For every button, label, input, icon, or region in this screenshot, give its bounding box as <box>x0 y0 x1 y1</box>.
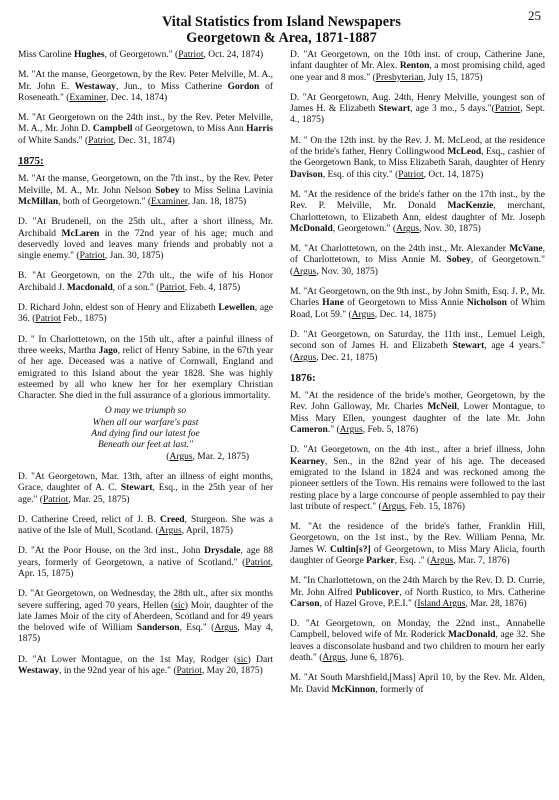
title-line-1: Vital Statistics from Island Newspapers <box>162 14 401 30</box>
entry: D. "At the Poor House, on the 3rd inst., John Drysdale, age 88 years, formerly of Georgetown, a native of Scotland." (Patriot, Apr. 15, 1875) <box>18 546 273 579</box>
entry: D. "At Georgetown, on Wednesday, the 28th ult., after six months severe suffering, aged 70 years, Hellen (sic) Moir, daughter of the late James Moir of the city of Aberdeen, Scotland and for 49 years the beloved wife of William Sanderson, Esq." (Argus, May 4, 1875) <box>18 589 273 645</box>
entry: M. "At the manse, Georgetown, on the 7th inst., by the Rev. Peter Melville, M. A., Mr. John Nelson Sobey to Miss Selina Lavinia McMillan, both of Georgetown." (Examiner, Jan. 18, 1875) <box>18 174 273 207</box>
entry: M. "In Charlottetown, on the 24th March by the Rev. D. D. Currie, Mr. John Alfred Publicover, of North Rustico, to Mrs. Catherine Carson, of Hazel Grove, P.E.I." (Island Argus, Mar. 28, 1876) <box>290 576 545 609</box>
year-heading: 1875: <box>18 155 44 168</box>
entry: D. Catherine Creed, relict of J. B. Creed, Sturgeon. She was a native of the Isle of Mull, Scotland. (Argus, April, 1875) <box>18 514 273 537</box>
poem-line: O may we triumph so <box>104 406 187 417</box>
poem-line: Beneath our feet at last." <box>97 440 193 451</box>
right-column <box>290 50 545 705</box>
entry: M. "At Georgetown, on the 9th inst., by John Smith, Esq. J. P., Mr. Charles Hane of Georgetown to Miss Annie Nicholson of Whim Road, Lot 59." (Argus, Dec. 14, 1875) <box>290 287 545 320</box>
poem-line: And dying find our latest foe <box>91 429 200 440</box>
entry: D. "At Georgetown, on the 10th inst. of croup, Catherine Jane, infant daughter of Mr. Alex. Renton, a most promising child, aged one year and 8 mos." (Presbyterian, July 15, 1875) <box>290 50 545 83</box>
entry: M. " On the 12th inst. by the Rev. J. M. McLeod, at the residence of the bride's father, Henry Collingwood McLeod, Esq., cashier of the Georgetown Bank, to Miss Elizabeth Sarah, daughter of Henry Davison, Esq. of this city." (Patriot, Oct. 14, 1875) <box>290 135 545 180</box>
entry: M. "At the manse, Georgetown, by the Rev. Peter Melville, M. A., Mr. John E. Westaway, Jun., to Miss Catherine Gordon of Roseneath." (Examiner, Dec. 14, 1874) <box>18 70 273 103</box>
entry: M. "At the residence of the bride's father, Franklin Hill, Georgetown, on the 1st inst., by the Rev. William Penna, Mr. James W. Cultin[s?] of Georgetown, to Miss Mary Alicia, fourth daughter of George Parker, Esq. ." (Argus, Mar. 7, 1876) <box>290 522 545 566</box>
title-line-2: Georgetown & Area, 1871-1887 <box>186 30 377 46</box>
entry: M. "At Georgetown on the 24th inst., by the Rev. Peter Melville, M. A., Mr. John D. Campbell of Georgetown, to Miss Ann Harris of White Sands." (Patriot, Dec. 31, 1874) <box>18 113 273 146</box>
entry: M. "At Charlottetown, on the 24th inst., Mr. Alexander McVane, of Charlottetown, to Miss Annie M. Sobey, of Georgetown."(Argus, Nov. 30, 1875) <box>290 244 546 277</box>
page-number: 25 <box>528 8 541 23</box>
poem-citation: (Argus, Mar. 2, 1875) <box>166 451 249 462</box>
entry: D. "At Georgetown, on Saturday, the 11th inst., Lemuel Leigh, second son of James H. and Elizabeth Stewart, age 4 years." (Argus, Dec. 21, 1875) <box>290 329 546 363</box>
entry: D. "At Georgetown, on Monday, the 22nd inst., Annabelle Campbell, beloved wife of Mr. Roderick MacDonald, age 32. She leaves a disconsolate husband and two children to mourn her early death." (Argus, June 6, 1876). <box>290 619 545 664</box>
columns <box>18 50 545 705</box>
entry: D. "At Brudenell, on the 25th ult., after a short illness, Mr. Archibald McLaren in the 72nd year of his age; much and deservedly loved and leaves many friends and probably not a single enemy." (Patriot, Jan. 30, 1875) <box>18 217 273 262</box>
entry: D. "At Georgetown, Mar. 13th, after an illness of eight months, Grace, daughter of A. C. Stewart, Esq., in the 25th year of her age." (Patriot, Mar. 25, 1875) <box>18 471 274 505</box>
entry: D. Richard John, eldest son of Henry and Elizabeth Lewellen, age 36. (Patriot Feb., 1875) <box>18 303 274 325</box>
left-column <box>18 50 273 705</box>
entry: B. "At Georgetown, on the 27th ult., the wife of his Honor Archibald J. Macdonald, of a son." (Patriot, Feb. 4, 1875) <box>18 271 273 293</box>
entry: M. "At the residence of the bride's father on the 17th inst., by the Rev. P. Melville, Mr. Donald MacKenzie, merchant, Charlottetown, to Elizabeth Ann, eldest daughter of Mr. Joseph McDonald, Georgetown." (Argus, Nov. 30, 1875) <box>290 189 545 234</box>
entry: D. "At Lower Montague, on the 1st May, Rodger (sic) Dart Westaway, in the 92nd year of his age." (Patriot, May 20, 1875) <box>18 654 273 677</box>
entry: D. " In Charlottetown, on the 15th ult., after a painful illness of three weeks, Martha Jago, relict of Henry Sabine, in the 67th year of her age. Deceased was a native of Cornwall, England and emigrated to this Island about the year 1828. She was highly esteemed by all who knew her for her exemplary Christian Character. She died in the full assurance of a glorious immortality. <box>18 334 273 402</box>
poem <box>18 406 273 451</box>
poem-line: When all our warfare's past <box>92 417 199 428</box>
year-heading: 1876: <box>290 371 316 384</box>
entry: M. "At South Marshfield,[Mass] April 10, by the Rev. Mr. Alden, Mr. David McKinnon, formerly of <box>290 673 545 695</box>
entry: M. "At the residence of the bride's mother, Georgetown, by the Rev. John Galloway, Mr. Charles McNeil, Lower Montague, to Miss Mary Ellen, youngest daughter of the late Mr. John Cameron." (Argus, Feb. 5, 1876) <box>290 391 546 436</box>
entry: D. "At Georgetown, Aug. 24th, Henry Melville, youngest son of James H. & Elizabeth Stewart, age 3 mo., 5 days."(Patriot, Sept. 4., 1875) <box>290 92 546 126</box>
entry: D. "At Georgetown, on the 4th inst., after a brief illness, John Kearney, Sen., in the 82nd year of his age. The deceased emigrated to the Island in 1824 and was reckoned among the pioneer settlers of the Town. His remains were followed to the last resting place by a large concourse of people assembled to pay their last tribute of respect." (Argus, Feb. 15, 1876) <box>290 445 545 512</box>
entry: Miss Caroline Hughes, of Georgetown." (Patriot, Oct. 24, 1874) <box>18 50 264 60</box>
page-header <box>18 14 545 46</box>
